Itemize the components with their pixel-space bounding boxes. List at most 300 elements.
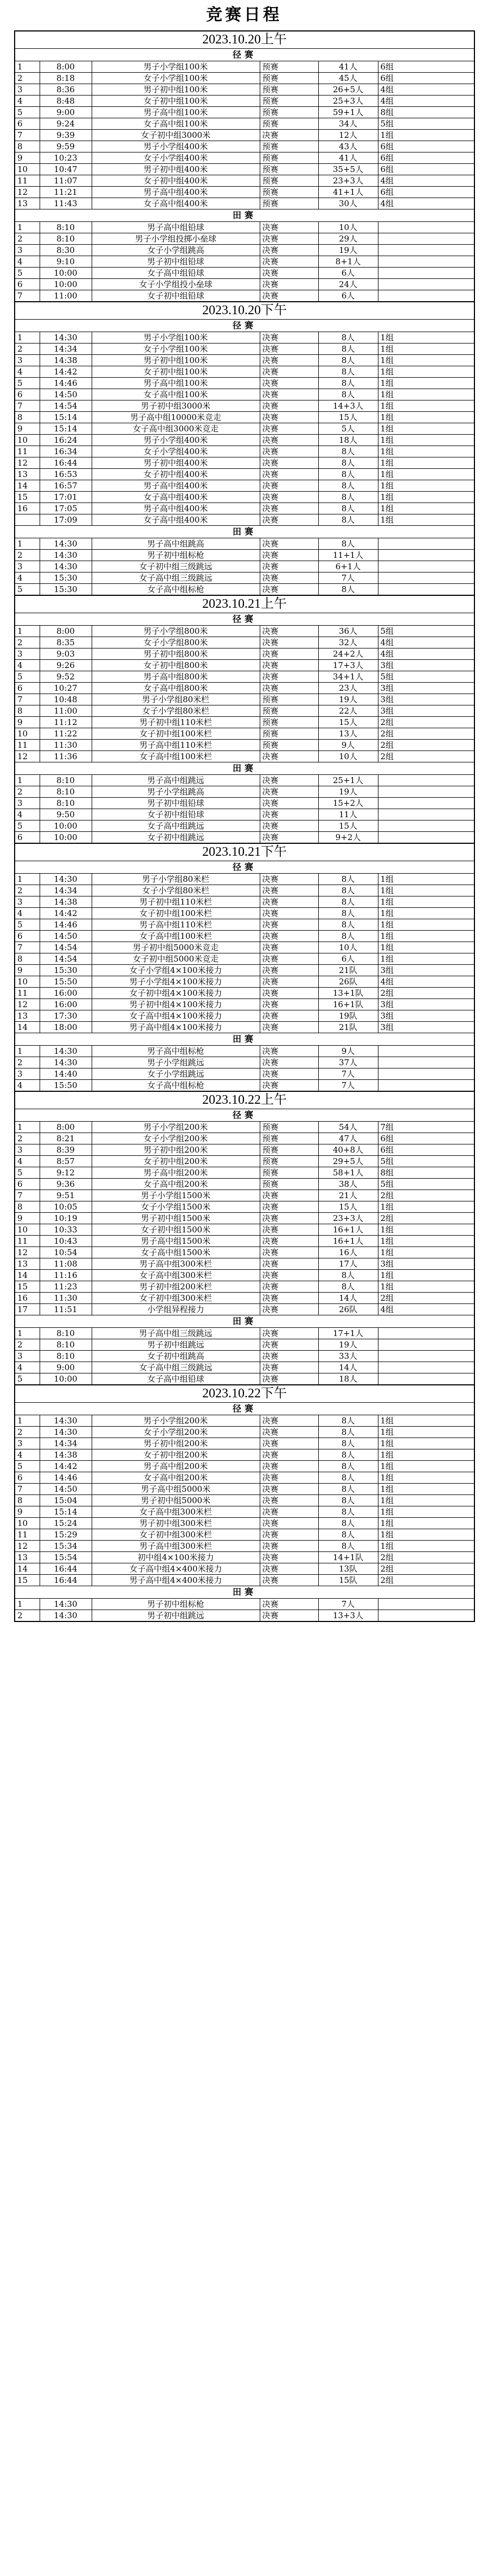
- round: 决赛: [260, 1010, 318, 1022]
- round: 决赛: [260, 1328, 318, 1339]
- heat-groups: [378, 1328, 474, 1339]
- event-name: 男子高中组110米栏: [92, 740, 260, 751]
- table-row: [15, 1373, 474, 1385]
- round: 决赛: [260, 1057, 318, 1068]
- event-name: 男子小学组100米: [92, 61, 260, 73]
- heat-groups: 2组: [378, 1563, 474, 1575]
- event-name: 男子小学组200米: [92, 1122, 260, 1133]
- round: 决赛: [260, 874, 318, 885]
- table-row: [15, 550, 474, 561]
- heat-groups: 2组: [378, 1213, 474, 1224]
- table-row: [15, 152, 474, 164]
- heat-groups: [378, 279, 474, 290]
- event-name: 男子高中组400米: [92, 503, 260, 514]
- event-name: 男子小学组4×100米接力: [92, 976, 260, 988]
- heat-groups: 1组: [378, 874, 474, 885]
- field-heading-label: 田赛: [15, 526, 474, 538]
- event-number: 5: [15, 268, 40, 279]
- table-row: [15, 1495, 474, 1506]
- round: 预赛: [260, 1122, 318, 1133]
- event-name: 女子高中组200米: [92, 1472, 260, 1484]
- start-time: 8:10: [40, 1351, 92, 1362]
- event-name: 女子高中组三级跳远: [92, 1362, 260, 1373]
- event-name: 女子初中组300米栏: [92, 1293, 260, 1304]
- entrants: 8人: [318, 538, 378, 550]
- event-name: 女子初中组铅球: [92, 809, 260, 820]
- event-number: 10: [15, 728, 40, 740]
- heat-groups: 1组: [378, 503, 474, 514]
- event-number: 1: [15, 1415, 40, 1427]
- table-row: [15, 965, 474, 976]
- start-time: 11:00: [40, 705, 92, 717]
- event-number: 12: [15, 187, 40, 198]
- table-row: [15, 164, 474, 175]
- table-row: [15, 561, 474, 573]
- start-time: 15:54: [40, 1552, 92, 1563]
- event-number: 8: [15, 1495, 40, 1506]
- round: 决赛: [260, 786, 318, 798]
- start-time: 8:10: [40, 222, 92, 233]
- start-time: 15:30: [40, 965, 92, 976]
- entrants: 7人: [318, 573, 378, 584]
- heat-groups: 2组: [378, 1575, 474, 1586]
- entrants: 21队: [318, 1022, 378, 1033]
- event-number: 13: [15, 1258, 40, 1270]
- round: 决赛: [260, 1449, 318, 1461]
- event-name: 男子初中组800米: [92, 648, 260, 660]
- entrants: 8人: [318, 584, 378, 596]
- event-name: 男子小学组800米: [92, 626, 260, 637]
- start-time: 15:34: [40, 1541, 92, 1552]
- round: 决赛: [260, 1373, 318, 1385]
- entrants: 26+5人: [318, 84, 378, 96]
- event-number: 4: [15, 660, 40, 671]
- table-row: [15, 683, 474, 694]
- entrants: 29+5人: [318, 1156, 378, 1167]
- event-name: 女子初中组100米: [92, 366, 260, 378]
- round: 决赛: [260, 809, 318, 820]
- session-heading: [15, 843, 474, 861]
- table-row: [15, 1328, 474, 1339]
- heat-groups: 4组: [378, 637, 474, 648]
- round: 决赛: [260, 896, 318, 908]
- event-number: 12: [15, 1541, 40, 1552]
- track-heading: [15, 861, 474, 874]
- heat-groups: [378, 820, 474, 832]
- heat-groups: [378, 1599, 474, 1610]
- start-time: 14:54: [40, 400, 92, 412]
- table-row: [15, 538, 474, 550]
- event-name: 男子初中组3000米: [92, 400, 260, 412]
- heat-groups: 1组: [378, 1281, 474, 1293]
- start-time: 10:00: [40, 268, 92, 279]
- round: 预赛: [260, 1133, 318, 1144]
- heat-groups: 4组: [378, 84, 474, 96]
- event-name: 女子小学组200米: [92, 1427, 260, 1438]
- start-time: 14:30: [40, 874, 92, 885]
- heat-groups: 1组: [378, 1495, 474, 1506]
- event-name: 女子初中组100米栏: [92, 908, 260, 919]
- round: 决赛: [260, 988, 318, 999]
- table-row: [15, 1351, 474, 1362]
- event-number: 13: [15, 1552, 40, 1563]
- table-row: [15, 885, 474, 896]
- round: 决赛: [260, 942, 318, 953]
- start-time: 8:10: [40, 1339, 92, 1351]
- heat-groups: 1组: [378, 423, 474, 435]
- event-number: 6: [15, 1179, 40, 1190]
- heat-groups: [378, 832, 474, 844]
- heat-groups: [378, 222, 474, 233]
- start-time: 10:00: [40, 1373, 92, 1385]
- event-number: 7: [15, 130, 40, 141]
- entrants: 9+2人: [318, 832, 378, 844]
- entrants: 18人: [318, 1373, 378, 1385]
- heat-groups: 4组: [378, 648, 474, 660]
- round: 决赛: [260, 457, 318, 469]
- heat-groups: 1组: [378, 896, 474, 908]
- entrants: 14+1队: [318, 1552, 378, 1563]
- event-number: 16: [15, 503, 40, 514]
- heat-groups: [378, 1046, 474, 1057]
- event-name: 男子初中组跳远: [92, 1339, 260, 1351]
- heat-groups: [378, 584, 474, 596]
- event-number: 1: [15, 1599, 40, 1610]
- round: 决赛: [260, 1258, 318, 1270]
- event-name: 男子小学组80米栏: [92, 874, 260, 885]
- entrants: 8人: [318, 492, 378, 503]
- table-row: [15, 942, 474, 953]
- start-time: 11:07: [40, 175, 92, 187]
- field-heading: [15, 762, 474, 775]
- round: 决赛: [260, 256, 318, 268]
- heat-groups: 1组: [378, 469, 474, 480]
- event-number: 1: [15, 538, 40, 550]
- field-heading-label: 田赛: [15, 209, 474, 222]
- start-time: 17:30: [40, 1010, 92, 1022]
- round: 决赛: [260, 1224, 318, 1236]
- start-time: 18:00: [40, 1022, 92, 1033]
- session-heading: [15, 1091, 474, 1109]
- event-name: 女子初中组跳高: [92, 1351, 260, 1362]
- event-number: 15: [15, 1281, 40, 1293]
- round: 决赛: [260, 389, 318, 400]
- heat-groups: 1组: [378, 1427, 474, 1438]
- entrants: 17+1人: [318, 1328, 378, 1339]
- event-name: 男子高中组400米: [92, 480, 260, 492]
- table-row: [15, 469, 474, 480]
- start-time: 8:39: [40, 1144, 92, 1156]
- round: 决赛: [260, 1362, 318, 1373]
- entrants: 8人: [318, 1281, 378, 1293]
- table-row: [15, 1010, 474, 1022]
- table-row: [15, 1213, 474, 1224]
- heat-groups: 1组: [378, 344, 474, 355]
- table-row: [15, 1022, 474, 1033]
- event-number: 1: [15, 332, 40, 344]
- table-row: [15, 1281, 474, 1293]
- event-number: 5: [15, 919, 40, 931]
- start-time: 9:39: [40, 130, 92, 141]
- event-name: 女子小学组跳远: [92, 1068, 260, 1080]
- event-name: 女子小学组800米: [92, 637, 260, 648]
- event-number: 2: [15, 885, 40, 896]
- round: 决赛: [260, 1351, 318, 1362]
- entrants: 26队: [318, 976, 378, 988]
- heat-groups: 3组: [378, 1022, 474, 1033]
- event-number: 2: [15, 73, 40, 84]
- table-row: [15, 626, 474, 637]
- heat-groups: 1组: [378, 1484, 474, 1495]
- event-number: 4: [15, 809, 40, 820]
- entrants: 21人: [318, 1190, 378, 1201]
- start-time: 9:24: [40, 118, 92, 130]
- event-number: 4: [15, 1156, 40, 1167]
- event-name: 男子高中组300米栏: [92, 1258, 260, 1270]
- heat-groups: [378, 1362, 474, 1373]
- start-time: 10:33: [40, 1224, 92, 1236]
- round: 决赛: [260, 626, 318, 637]
- event-number: 7: [15, 942, 40, 953]
- event-number: 10: [15, 1518, 40, 1529]
- table-row: [15, 751, 474, 762]
- event-name: 女子高中组800米: [92, 683, 260, 694]
- event-number: 4: [15, 1080, 40, 1092]
- table-row: [15, 1472, 474, 1484]
- table-row: [15, 1599, 474, 1610]
- round: 预赛: [260, 164, 318, 175]
- event-number: [15, 514, 40, 526]
- round: 决赛: [260, 1610, 318, 1622]
- table-row: [15, 1068, 474, 1080]
- round: 决赛: [260, 423, 318, 435]
- event-number: 5: [15, 1167, 40, 1179]
- table-row: [15, 573, 474, 584]
- table-row: [15, 648, 474, 660]
- start-time: 11:21: [40, 187, 92, 198]
- entrants: 13人: [318, 728, 378, 740]
- event-number: 9: [15, 1213, 40, 1224]
- heat-groups: [378, 1080, 474, 1092]
- field-heading: [15, 209, 474, 222]
- round: 决赛: [260, 1472, 318, 1484]
- entrants: 29人: [318, 233, 378, 245]
- table-row: [15, 1484, 474, 1495]
- table-row: [15, 999, 474, 1010]
- round: 决赛: [260, 1415, 318, 1427]
- field-heading: [15, 1586, 474, 1599]
- event-number: 6: [15, 389, 40, 400]
- event-number: 9: [15, 423, 40, 435]
- table-row: [15, 1362, 474, 1373]
- event-name: 女子小学组1500米: [92, 1201, 260, 1213]
- heat-groups: 3组: [378, 999, 474, 1010]
- table-row: [15, 809, 474, 820]
- event-name: 男子初中组标枪: [92, 550, 260, 561]
- table-row: [15, 786, 474, 798]
- table-row: [15, 435, 474, 446]
- round: 决赛: [260, 1293, 318, 1304]
- session-heading-label: 2023.10.21下午: [15, 843, 474, 861]
- table-row: [15, 1461, 474, 1472]
- event-number: 11: [15, 446, 40, 457]
- round: 决赛: [260, 798, 318, 809]
- table-row: [15, 1270, 474, 1281]
- event-number: 5: [15, 378, 40, 389]
- event-number: 11: [15, 740, 40, 751]
- heat-groups: 5组: [378, 118, 474, 130]
- event-number: 10: [15, 976, 40, 988]
- event-number: 13: [15, 198, 40, 209]
- entrants: 11+1人: [318, 550, 378, 561]
- start-time: 14:38: [40, 355, 92, 366]
- start-time: 15:30: [40, 584, 92, 596]
- start-time: 9:52: [40, 671, 92, 683]
- heat-groups: [378, 290, 474, 302]
- event-name: 男子初中组110米栏: [92, 896, 260, 908]
- event-number: 16: [15, 1293, 40, 1304]
- start-time: 14:46: [40, 1472, 92, 1484]
- event-name: 男子初中组100米: [92, 355, 260, 366]
- entrants: 21队: [318, 965, 378, 976]
- session-heading: [15, 31, 474, 49]
- table-row: [15, 1167, 474, 1179]
- heat-groups: 1组: [378, 366, 474, 378]
- heat-groups: 1组: [378, 1270, 474, 1281]
- event-name: 女子小学组400米: [92, 152, 260, 164]
- table-row: [15, 705, 474, 717]
- event-name: 男子高中组300米栏: [92, 1541, 260, 1552]
- entrants: 58+1人: [318, 1167, 378, 1179]
- entrants: 9人: [318, 1046, 378, 1057]
- heat-groups: 1组: [378, 931, 474, 942]
- heat-groups: 2组: [378, 740, 474, 751]
- table-row: [15, 1236, 474, 1247]
- start-time: 8:18: [40, 73, 92, 84]
- round: 决赛: [260, 573, 318, 584]
- start-time: 14:30: [40, 538, 92, 550]
- event-number: 8: [15, 705, 40, 717]
- round: 决赛: [260, 1046, 318, 1057]
- table-row: [15, 1224, 474, 1236]
- event-number: 1: [15, 1046, 40, 1057]
- round: 决赛: [260, 1575, 318, 1586]
- event-name: 男子高中组100米: [92, 378, 260, 389]
- start-time: 10:43: [40, 1236, 92, 1247]
- table-row: [15, 423, 474, 435]
- heat-groups: [378, 245, 474, 256]
- event-name: 男子初中组4×100米接力: [92, 999, 260, 1010]
- round: 预赛: [260, 73, 318, 84]
- table-row: [15, 245, 474, 256]
- round: 决赛: [260, 775, 318, 786]
- start-time: 10:19: [40, 1213, 92, 1224]
- event-name: 男子小学组跳高: [92, 786, 260, 798]
- table-row: [15, 332, 474, 344]
- start-time: 14:50: [40, 389, 92, 400]
- round: 决赛: [260, 366, 318, 378]
- heat-groups: 8组: [378, 107, 474, 118]
- round: 决赛: [260, 584, 318, 596]
- table-row: [15, 141, 474, 152]
- start-time: 8:00: [40, 1122, 92, 1133]
- round: 决赛: [260, 1080, 318, 1092]
- entrants: 6人: [318, 953, 378, 965]
- heat-groups: 6组: [378, 152, 474, 164]
- event-name: 女子初中组200米: [92, 1449, 260, 1461]
- heat-groups: [378, 1610, 474, 1622]
- start-time: 14:46: [40, 919, 92, 931]
- start-time: 8:10: [40, 233, 92, 245]
- heat-groups: [378, 1068, 474, 1080]
- field-heading-label: 田赛: [15, 1586, 474, 1599]
- event-number: 3: [15, 355, 40, 366]
- start-time: 14:34: [40, 1438, 92, 1449]
- start-time: 10:00: [40, 279, 92, 290]
- start-time: 11:30: [40, 1293, 92, 1304]
- table-row: [15, 1304, 474, 1315]
- event-name: 女子高中组铅球: [92, 268, 260, 279]
- table-row: [15, 976, 474, 988]
- event-name: 女子小学组80米栏: [92, 885, 260, 896]
- event-number: 4: [15, 1449, 40, 1461]
- entrants: 8人: [318, 1427, 378, 1438]
- start-time: 10:00: [40, 832, 92, 844]
- entrants: 24人: [318, 279, 378, 290]
- start-time: 15:50: [40, 976, 92, 988]
- event-name: 女子高中组200米: [92, 1179, 260, 1190]
- round: 决赛: [260, 412, 318, 423]
- heat-groups: 1组: [378, 514, 474, 526]
- table-row: [15, 96, 474, 107]
- heat-groups: 4组: [378, 1304, 474, 1315]
- entrants: 45人: [318, 73, 378, 84]
- event-name: 女子高中组4×400米接力: [92, 1563, 260, 1575]
- event-number: 3: [15, 896, 40, 908]
- table-row: [15, 355, 474, 366]
- start-time: 8:48: [40, 96, 92, 107]
- event-number: 4: [15, 1362, 40, 1373]
- start-time: 15:04: [40, 1495, 92, 1506]
- round: 预赛: [260, 198, 318, 209]
- entrants: 41人: [318, 152, 378, 164]
- round: 决赛: [260, 1190, 318, 1201]
- start-time: 16:34: [40, 446, 92, 457]
- heat-groups: 4组: [378, 976, 474, 988]
- event-name: 女子初中组400米: [92, 175, 260, 187]
- table-row: [15, 1156, 474, 1167]
- event-number: 4: [15, 256, 40, 268]
- entrants: 8人: [318, 469, 378, 480]
- round: 决赛: [260, 435, 318, 446]
- round: 决赛: [260, 637, 318, 648]
- event-number: 5: [15, 584, 40, 596]
- table-row: [15, 1529, 474, 1541]
- table-row: [15, 1201, 474, 1213]
- event-number: 7: [15, 290, 40, 302]
- event-name: 女子高中组300米栏: [92, 1506, 260, 1518]
- round: 决赛: [260, 1438, 318, 1449]
- table-row: [15, 268, 474, 279]
- entrants: 10人: [318, 222, 378, 233]
- event-number: 2: [15, 637, 40, 648]
- round: 预赛: [260, 118, 318, 130]
- table-row: [15, 1449, 474, 1461]
- round: 预赛: [260, 1179, 318, 1190]
- event-number: 14: [15, 1022, 40, 1033]
- event-number: 11: [15, 988, 40, 999]
- event-name: 女子高中组标枪: [92, 1080, 260, 1092]
